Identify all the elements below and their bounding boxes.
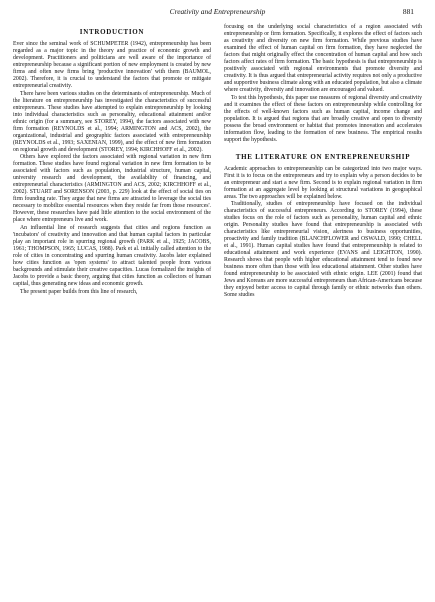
running-title: Creativity and Entrepreneurship <box>169 7 266 16</box>
page-number: 881 <box>402 7 414 16</box>
paragraph: To test this hypothesis, this paper use measures of regional diversity and creativity and it examines the effect of these factors on entrepreneurship while controlling for the effects of well-known factors such as human capital, income change and population. It is argued that regions that are broadly creative and open to diversity possess the broad environment or habitat that promotes innovation and accelerates information flow, leading to the formation of new business. The empirical results support the hypothesis. <box>224 94 422 143</box>
paragraph: An influential line of research suggests that cities and regions function as 'incubators' of creativity and innovation and that human capital factors in particular play an important role in spurring regional growth (PARK et al., 1925; JACOBS, 1961; THOMPSON, 1965; LUCAS, 1988). Park et al. initially called attention to the role of cities in concentrating and spurring human creativity. Jacobs later explained how cities function as 'open systems' to attract talented people from various backgrounds and stimulate their creative capacities. Lucas formalized the insights of Jacobs to provide a basic theory, arguing that cities function as collectors of human capital, thus generating new ideas and economic growth. <box>13 224 211 287</box>
left-column <box>13 24 211 296</box>
paragraph: Academic approaches to entrepreneurship can be categorized into two major ways. First it is to focus on the entrepreneurs and try to explain why a person decides to be an entrepreneur and start a new firm. Second is to explain regional variation in firm formation at an aggregate level by looking at structural variations in geographical areas. The two approaches will be explained below. <box>224 165 422 200</box>
right-column <box>224 24 422 299</box>
section-heading-literature: THE LITERATURE ON ENTREPRENEURSHIP <box>235 152 411 161</box>
running-head <box>0 6 435 18</box>
paragraph: The present paper builds from this line of research, <box>20 288 138 295</box>
paragraph: focusing on the underlying social characteristics of a region associated with entrepreneurship or firm formation. Specifically, it explores the effect of factors such as creativity and diversity on new firm formation. While previous studies have examined the effect of human capital on firm formation, they have neglected the factors that might originally effect the concentration of human capital and how such factors affect rates of firm formation. The basic hypothesis is that entrepreneurship is positively associated with regional environments that promote diversity and creativity. It is thus argued that entrepreneurial activity requires not only a productive and supportive business climate along with an educated population, but also a climate where creativity, diversity and innovation are encouraged and valued. <box>224 24 422 93</box>
section-heading-introduction: INTRODUCTION <box>79 28 145 36</box>
paragraph: Ever since the seminal work of SCHUMPETER (1942), entrepreneurship has been regarded as a major topic in the theory and practice of economic growth and development. Practitioners and politicians are well aware of the importance of entrepreneurship because a significant portion of new employment is created by new firms and often new firms bring 'productive innovation' with them (BAUMOL, 2002). Therefore, it is crucial to understand the factors that promote or mitigate entrepreneurial creativity. <box>13 41 211 90</box>
paragraph: Traditionally, studies of entrepreneurship have focused on the individual characteristics of successful entrepreneurs. According to STOREY (1994), these studies focus on the role of factors such as personality, human capital and ethnic origin. Personality studies have found that entrepreneurship is associated with characteristics like entrepreneurial vision, alertness to business opportunities, proactivity and family tradition (BLANCHFLOWER and OSWALD, 1990; CHELL et al., 1991). Human capital studies have found that entrepreneurship is related to educational attainment and work experience (EVANS and LEIGHTON, 1990). Research shows that people with higher educational attainment tend to found new business more often than those with less educational attainment. Other studies have found entrepreneurship to be associated with ethnic origin. LEE (2001) found that Jews and Koreans are more successful entrepreneurs than African-Americans because they enjoyed better access to capital through family or ethnic networks than others. Some studies <box>224 201 422 299</box>
paragraph: Others have explored the factors associated with regional variation in new firm formation. These studies have found regional variation in new firm formation to be associated with factors such as population, industrial structure, human capital, university research and development, the availability of financing, and entrepreneurial characteristics (ARMINGTON and ACS, 2002; KIRCHHOFF et al., 2002). STUART and SORENSON (2003, p. 229) look at the effect of social ties on firm founding rate. They argue that new firms are attracted to leverage the social ties necessary to mobilize essential resources when they reside far from those resources'. However, these researches have paid little attention to the social environment of the place where entrepreneurs live and work. <box>13 154 211 224</box>
paragraph: There have been various studies on the determinants of entrepreneurship. Much of the literature on entrepreneurship has investigated the characteristics of successful entrepreneurs. These studies have attempted to explain entrepreneurship by looking into individual characteristics such as personality, educational attainment and/or ethnic origin (for a summary, see STOREY, 1994), the factors associated with new firm formation (REYNOLDS et al., 1994; ARMINGTON and ACS, 2002), the organizational, industrial and geographic factors associated with entrepreneurship (REYNOLDS et al., 1993; SAXENIAN, 1999), and the effect of new firm formation on regional growth and development (STOREY, 1994; KIRCHHOFF et al., 2002). <box>13 90 211 153</box>
